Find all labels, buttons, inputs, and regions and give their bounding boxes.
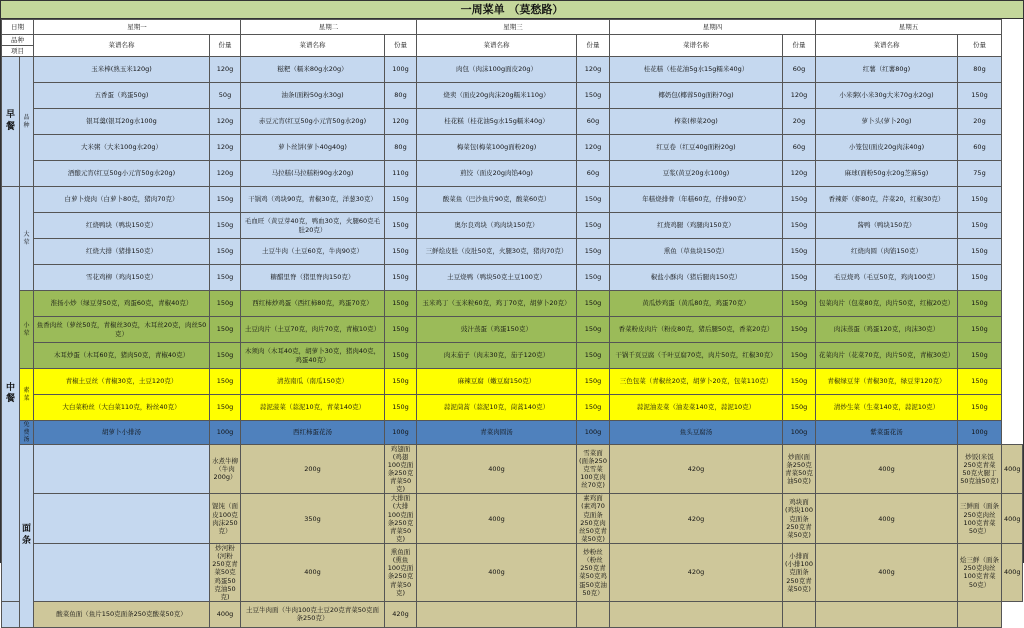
dish-weight: 150g [958,265,1002,291]
dish-name: 大米粥（大米100g水20g） [34,135,210,161]
dish-name: 桂花糕（桂花油5g水15g糯米40g） [417,109,577,135]
dish-weight: 120g [783,161,816,187]
dish-weight: 60g [577,109,610,135]
dish-name: 青椒绿豆芽（青椒30克，绿豆芽120克） [816,369,958,395]
weight-col-header: 份量 [385,35,417,57]
dish-name: 炒粉丝（粉丝250克青菜50克鸡蛋50克油50克） [577,544,610,602]
day-header: 星期五 [816,20,1002,35]
dish-weight: 400g [1002,494,1023,544]
dish-name: 糖醋里脊（猪里脊肉150克） [241,265,385,291]
dish-weight: 60g [783,57,816,83]
menu-row [2,83,1023,109]
dish-name: 胡萝卜小排汤 [34,421,210,445]
sub-noodle-cell [34,444,210,494]
dish-name: 黄瓜炒鸡蛋（黄瓜80克，鸡蛋70克） [610,291,783,317]
dish-name: 鸡翅面(鸡翅100克面条250克青菜50克) [385,444,417,494]
dish-name: 豉汁蒸蛋（鸡蛋150克） [417,317,577,343]
dish-name: 青椒土豆丝（青椒30克，土豆120克） [34,369,210,395]
dish-name: 香菜粉皮肉片（粉皮80克，猪后腿50克，香菜20克） [610,317,783,343]
dish-weight: 150g [958,369,1002,395]
dish-name: 年糕烧排骨（年糕60克，仔排90克） [610,187,783,213]
dish-name: 豆浆(黄豆20g水100g) [610,161,783,187]
dish-col-header: 菜谱名称 [34,35,210,57]
dish-name: 三色包菜（青椒丝20克，胡萝卜20克，包菜110克） [610,369,783,395]
dish-name: 素鸡面(素鸡70克面条250克肉丝50克青菜50克) [577,494,610,544]
menu-row [2,109,1023,135]
menu-row [2,265,1023,291]
dish-weight: 150g [783,213,816,239]
menu-row [2,291,1023,317]
dish-name: 麻球(面粉50g水20g芝麻5g) [816,161,958,187]
dish-weight: 350g [241,494,385,544]
dish-name: 熏鱼（草鱼块150克） [610,239,783,265]
sub-noodle-cell [34,544,210,602]
dish-name: 鱼头豆腐汤 [610,421,783,445]
dish-name: 酸菜鱼（巴沙鱼片90克，酸菜60克） [417,187,577,213]
dish-weight: 150g [210,265,241,291]
sub-soup-label: 免费汤 [20,421,34,445]
dish-weight: 150g [385,343,417,369]
dish-weight: 100g [958,421,1002,445]
dish-name: 雪菜面(面条250克雪菜100克肉丝70克) [577,444,610,494]
dish-name: 毛血旺（黄豆芽40克，鸭血30克，火腿60克毛肚20克） [241,213,385,239]
category-label: 品种 [2,35,34,46]
dish-name: 蒜泥茼蒿（蒜泥10克，茼蒿140克） [417,395,577,421]
dish-weight: 150g [577,83,610,109]
dish-name: 麻辣豆腐（嫩豆腐150克） [417,369,577,395]
dish-weight: 150g [783,265,816,291]
dish-name: 烩三鲜（面条250克肉丝100克青菜50克） [958,544,1002,602]
dish-weight: 150g [385,395,417,421]
dish-name: 椒盐小酥肉（猪后腿肉150克） [610,265,783,291]
dish-weight: 400g [210,601,241,627]
dish-name: 馄饨（面皮100克肉沫250克） [210,494,241,544]
sub-noodle-cell [2,601,20,627]
dish-weight: 150g [577,343,610,369]
dish-weight: 60g [783,135,816,161]
menu-row [2,135,1023,161]
dish-weight: 150g [958,343,1002,369]
dish-name: 土豆牛肉（土豆60克，牛肉90克） [241,239,385,265]
dish-weight: 420g [385,601,417,627]
dish-weight: 400g [816,444,958,494]
dish-weight: 120g [210,57,241,83]
dish-name: 煎饺（面皮20g肉馅40g) [417,161,577,187]
dish-name: 红豆卷（红豆40g面粉20g) [610,135,783,161]
dish-name: 银耳羹(银耳20g水100g [34,109,210,135]
dish-weight: 150g [577,213,610,239]
dish-weight: 400g [241,544,385,602]
dish-weight: 150g [210,239,241,265]
dish-name: 烧卖（面皮20g肉沫20g糯米110g） [417,83,577,109]
dish-weight: 150g [783,369,816,395]
dish-name: 萝卜丝饼(萝卜40g40g) [241,135,385,161]
day-header: 星期四 [610,20,816,35]
dish-weight: 120g [385,109,417,135]
weight-col-header: 份量 [783,35,816,57]
item-label: 项目 [2,46,34,57]
dish-name [417,601,577,627]
dish-name: 红烧鸭块（鸭块150克） [34,213,210,239]
dish-name: 油条(面粉50g水30g) [241,83,385,109]
dish-weight: 100g [577,421,610,445]
dish-name: 玉米鸡丁（玉米粒60克，鸡丁70克，胡萝卜20克） [417,291,577,317]
dish-name: 肉沫蒸蛋（鸡蛋120克，肉沫30克） [816,317,958,343]
header-day-row [2,20,1023,35]
sub-big-label: 大荤 [20,187,34,291]
menu-row [2,161,1023,187]
dish-name: 香辣虾（虾80克，芹菜20，红椒30克） [816,187,958,213]
dish-name: 清蒸南瓜（南瓜150克） [241,369,385,395]
dish-name: 酒酿元宵(红豆50g小元宵50g水20g) [34,161,210,187]
dish-weight: 60g [577,161,610,187]
dish-weight: 20g [958,109,1002,135]
weekly-menu-table [1,19,1023,628]
menu-row [2,239,1023,265]
menu-row [2,343,1023,369]
dish-name: 炒饭(米饭250克青菜50克火腿丁50克油50克) [958,444,1002,494]
dish-weight: 400g [816,544,958,602]
dish-weight: 150g [958,395,1002,421]
dish-weight: 120g [783,83,816,109]
dish-name: 青菜肉圆汤 [417,421,577,445]
dish-weight: 150g [783,239,816,265]
dish-weight: 150g [385,265,417,291]
dish-weight: 400g [1002,444,1023,494]
dish-name: 白萝卜烧肉（白萝卜80克，猪肉70克） [34,187,210,213]
dish-weight: 150g [210,213,241,239]
dish-name: 红薯（红薯80g) [816,57,958,83]
dish-weight: 120g [210,109,241,135]
dish-name: 包菜肉片（包菜80克，肉片50克，红椒20克） [816,291,958,317]
dish-weight: 150g [385,291,417,317]
dish-weight: 420g [610,494,783,544]
dish-name: 肉包（肉沫100g面皮20g） [417,57,577,83]
dish-weight: 150g [577,187,610,213]
day-header: 星期三 [417,20,610,35]
menu-row [2,601,1023,627]
sub-breakfast-label: 品种 [20,57,34,187]
menu-row [2,213,1023,239]
dish-name: 淮扬小炒（绿豆芽50克，鸡蛋60克，青椒40克） [34,291,210,317]
dish-name: 小排面(小排100克面条250克青菜50克) [783,544,816,602]
dish-col-header: 菜谱名称 [816,35,958,57]
dish-name: 梅菜包(梅菜100g面粉20g) [417,135,577,161]
dish-name: 毛豆烧鸡（毛豆50克，鸡肉100克） [816,265,958,291]
dish-weight: 50g [210,83,241,109]
menu-row [2,369,1023,395]
dish-weight: 150g [577,369,610,395]
dish-name: 木耳炒蛋（木耳60克，猪肉50克，青椒40克） [34,343,210,369]
dish-weight: 150g [958,239,1002,265]
section-noodle-label: 面条 [20,444,34,627]
menu-row [2,57,1023,83]
day-header: 星期一 [34,20,241,35]
dish-weight: 400g [417,494,577,544]
dish-weight: 150g [577,291,610,317]
dish-weight: 80g [958,57,1002,83]
dish-weight: 150g [958,187,1002,213]
menu-row [2,395,1023,421]
dish-weight: 110g [385,161,417,187]
dish-name: 花菜肉片（花菜70克，肉片50克，青椒30克） [816,343,958,369]
weight-col-header: 份量 [210,35,241,57]
dish-weight: 150g [385,187,417,213]
dish-weight: 150g [385,239,417,265]
dish-weight: 150g [958,213,1002,239]
dish-name: 马拉糕(马拉糕粉90g水20g) [241,161,385,187]
dish-weight [577,601,610,627]
date-label: 日期 [2,20,34,35]
dish-weight: 420g [610,444,783,494]
dish-name: 蒜泥菠菜（蒜泥10克，青菜140克） [241,395,385,421]
menu-row [2,421,1023,445]
dish-name: 雪花鸡柳（鸡肉150克） [34,265,210,291]
dish-weight: 150g [385,317,417,343]
dish-weight: 420g [610,544,783,602]
section-breakfast-label: 早餐 [2,57,20,187]
dish-weight: 150g [958,291,1002,317]
dish-name: 蒜泥油麦菜（油麦菜140克，蒜泥10克） [610,395,783,421]
dish-weight: 120g [210,135,241,161]
dish-weight: 400g [1002,544,1023,602]
menu-row [2,494,1023,544]
dish-name: 酱鸭（鸭块150克） [816,213,958,239]
dish-name: 鸡块面(鸡块100克面条250克青菜50克) [783,494,816,544]
dish-name: 肉末茄子（肉末30克，茄子120克） [417,343,577,369]
dish-name: 奥尔良鸡块（鸡肉块150克） [417,213,577,239]
dish-weight: 150g [783,187,816,213]
dish-name [610,601,783,627]
dish-col-header: 菜谱名称 [241,35,385,57]
dish-weight: 100g [385,421,417,445]
dish-weight: 150g [783,291,816,317]
dish-name: 炒河粉(河粉250克青菜50克鸡蛋50克油50克) [210,544,241,602]
dish-weight: 120g [210,161,241,187]
sub-veg-label: 素菜 [20,369,34,421]
dish-weight: 150g [577,317,610,343]
dish-weight: 150g [210,317,241,343]
dish-name: 西红柿炒鸡蛋（西红柿80克，鸡蛋70克） [241,291,385,317]
dish-weight: 150g [783,395,816,421]
dish-name: 水煮牛柳（牛肉200g） [210,444,241,494]
dish-weight: 75g [958,161,1002,187]
dish-name: 干锅鸡（鸡块90克，青椒30克，洋葱30克） [241,187,385,213]
dish-weight: 200g [241,444,385,494]
dish-name: 小笼包(面皮20g肉沫40g) [816,135,958,161]
dish-name: 木须肉（木耳40克，胡萝卜30克，猪肉40克，鸡蛋40克） [241,343,385,369]
dish-name: 大白菜粉丝（大白菜110克，粉丝40克） [34,395,210,421]
dish-name: 西红柿蛋花汤 [241,421,385,445]
dish-weight: 150g [210,395,241,421]
dish-weight: 150g [958,317,1002,343]
dish-weight: 60g [958,135,1002,161]
dish-weight [783,601,816,627]
menu-row [2,187,1023,213]
sheet-title: 一周菜单 （莫愁路） [1,1,1023,19]
dish-weight: 150g [385,213,417,239]
weight-col-header: 份量 [577,35,610,57]
dish-weight: 400g [816,494,958,544]
dish-weight: 120g [577,57,610,83]
dish-weight: 150g [210,343,241,369]
dish-col-header: 菜谱名称 [417,35,577,57]
dish-weight: 150g [210,369,241,395]
dish-name: 清炒生菜（生菜140克，蒜泥10克） [816,395,958,421]
dish-weight: 150g [577,239,610,265]
dish-name: 炒面(面条250克青菜50克油50克) [783,444,816,494]
dish-weight: 150g [577,265,610,291]
dish-name: 紫菜蛋花汤 [816,421,958,445]
dish-weight: 80g [385,135,417,161]
dish-weight: 150g [210,187,241,213]
dish-name [816,601,958,627]
sub-noodle-cell [34,494,210,544]
dish-weight: 100g [385,57,417,83]
menu-row [2,544,1023,602]
sub-small-label: 小荤 [20,291,34,369]
section-lunch-label: 中餐 [2,187,20,602]
dish-name: 红烧鸡腿（鸡腿肉150克） [610,213,783,239]
dish-weight: 150g [210,291,241,317]
menu-row [2,317,1023,343]
dish-name: 干锅千页豆腐（千叶豆腐70克，肉片50克，红椒30克） [610,343,783,369]
dish-name: 鱼香肉丝（萝丝50克，青椒丝30克，木耳丝20克，肉丝50克） [34,317,210,343]
dish-weight: 120g [577,135,610,161]
dish-name: 萝卜头(萝卜20g) [816,109,958,135]
dish-name: 赤豆元宵(红豆50g小元宵50g水20g) [241,109,385,135]
dish-name: 五香蛋（鸡蛋50g) [34,83,210,109]
dish-name: 红烧大排（猪排150克） [34,239,210,265]
dish-name: 土豆烧鸭（鸭块50克土豆100克） [417,265,577,291]
dish-weight: 20g [783,109,816,135]
dish-name: 酸菜鱼面（鱼片150克面条250克酸菜50克） [34,601,210,627]
dish-name: 三鲜面（面条250克肉丝100克青菜50克） [958,494,1002,544]
dish-weight: 100g [783,421,816,445]
dish-name: 大排面(大排100克面条250克青菜50克) [385,494,417,544]
dish-name: 红烧肉圆（肉馅150克） [816,239,958,265]
dish-weight: 80g [385,83,417,109]
dish-weight: 400g [417,544,577,602]
dish-name: 土豆牛肉面（牛肉100克土豆20克青菜50克面条250克） [241,601,385,627]
dish-weight: 150g [958,83,1002,109]
dish-weight: 400g [417,444,577,494]
dish-name: 糍粑（糯米80g水20g） [241,57,385,83]
dish-weight: 150g [385,369,417,395]
dish-name: 玉米棒(熟玉米120g) [34,57,210,83]
dish-name: 桂花糕（桂花油5g水15g糯米40g） [610,57,783,83]
dish-weight: 150g [783,317,816,343]
day-header: 星期二 [241,20,417,35]
menu-row [2,444,1023,494]
dish-weight [958,601,1002,627]
header-category-row [2,35,1023,46]
dish-name: 小米粥(小米30g大米70g水20g) [816,83,958,109]
dish-name: 三鲜烩皮肚（皮肚50克，火腿30克，猪肉70克） [417,239,577,265]
weight-col-header: 份量 [958,35,1002,57]
dish-weight: 150g [783,343,816,369]
dish-weight: 150g [577,395,610,421]
dish-name: 榨菜(榨菜20g) [610,109,783,135]
dish-name: 熏鱼面(熏鱼100克面条250克青菜50克) [385,544,417,602]
dish-col-header: 菜谱名称 [610,35,783,57]
dish-name: 土豆肉片（土豆70克，肉片70克，青椒10克） [241,317,385,343]
dish-name: 椰奶包(椰蓉50g面粉70g) [610,83,783,109]
dish-weight: 100g [210,421,241,445]
